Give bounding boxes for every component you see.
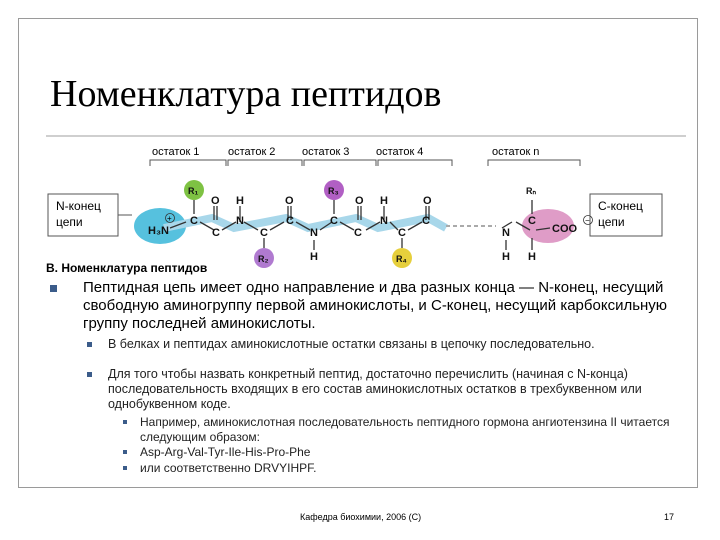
plus-sign: +	[167, 214, 172, 223]
peptide-chain-diagram	[36, 142, 676, 272]
sub-bullet-2-text: Для того чтобы назвать конкретный пептид, достаточно перечислить (начиная с N-конца) последовательность входящих в его состав аминокислотных остатков в трехбуквенном или однобуквенном коде.	[108, 367, 642, 411]
atom-n-n: N	[502, 227, 510, 239]
residue-label-1: остаток 1	[152, 146, 200, 158]
bullet-square-icon	[123, 420, 127, 424]
c-terminus-label: С-конец	[598, 199, 643, 213]
atom-o-4: O	[423, 195, 432, 207]
residue-label-4: остаток 4	[376, 146, 424, 158]
atom-c-alpha-2: C	[260, 227, 268, 239]
slide-title: Номенклатура пептидов	[50, 73, 442, 115]
title-divider	[46, 135, 686, 137]
atom-h-c-alpha-n: H	[528, 251, 536, 263]
atom-o-1: O	[211, 195, 220, 207]
atom-h-n: H	[502, 251, 510, 263]
h3n-group: H₃N	[148, 225, 169, 237]
atom-o-3: O	[355, 195, 364, 207]
slide-footer: Кафедра биохимии, 2006 (C)	[300, 512, 422, 522]
main-bullet-text: Пептидная цепь имеет одно направление и два разных конца — N-конец, несущий свободную аминогруппу первой аминокислоты, и С-конец, несущий карбоксильную группу последней аминокислоты.	[83, 279, 668, 332]
atom-c-carbonyl-3: C	[354, 227, 362, 239]
coo-group: COO	[552, 223, 578, 235]
atom-c-alpha-4: C	[398, 227, 406, 239]
subsub-bullet-3-text: или соответственно DRVYIHPF.	[140, 461, 317, 475]
n-terminus-label: N-конец	[56, 199, 101, 213]
bullet-square-icon	[50, 285, 57, 292]
atom-h-4: H	[380, 195, 388, 207]
bullet-square-icon	[87, 372, 92, 377]
atom-c-carbonyl-4: C	[422, 215, 430, 227]
sub-bullet-1-text: В белках и пептидах аминокислотные остатки связаны в цепочку последовательно.	[108, 337, 595, 351]
residue-label-n: остаток n	[492, 146, 540, 158]
r3-label: R₃	[328, 186, 339, 196]
atom-h-2: H	[236, 195, 244, 207]
bullet-square-icon	[87, 342, 92, 347]
r4-label: R₄	[396, 254, 407, 264]
atom-c-alpha-3: C	[330, 215, 338, 227]
r1-label: R₁	[188, 186, 199, 196]
residue-label-2: остаток 2	[228, 146, 276, 158]
atom-o-2: O	[285, 195, 294, 207]
section-label: В. Номенклатура пептидов	[46, 261, 208, 275]
atom-c-alpha-n: C	[528, 215, 536, 227]
rn-label: Rₙ	[526, 186, 537, 196]
atom-n-4: N	[380, 215, 388, 227]
atom-c-carbonyl-2: C	[286, 215, 294, 227]
atom-c-carbonyl-1: C	[212, 227, 220, 239]
r2-label: R₂	[258, 254, 269, 264]
subsub-bullet-1-text: Например, аминокислотная последовательность пептидного гормона ангиотензина II читается следующим образом:	[140, 415, 670, 444]
atom-h-3: H	[310, 251, 318, 263]
atom-n-2: N	[236, 215, 244, 227]
page-number: 17	[664, 512, 675, 522]
bullet-square-icon	[123, 450, 127, 454]
atom-c-alpha-1: C	[190, 215, 198, 227]
residue-label-3: остаток 3	[302, 146, 350, 158]
subsub-bullet-2-text: Asp-Arg-Val-Tyr-Ile-His-Pro-Phe	[140, 445, 311, 459]
c-terminus-label-2: цепи	[598, 215, 625, 229]
n-terminus-label-2: цепи	[56, 215, 83, 229]
bullet-square-icon	[123, 466, 127, 470]
atom-n-3: N	[310, 227, 318, 239]
minus-sign: −	[585, 216, 590, 225]
